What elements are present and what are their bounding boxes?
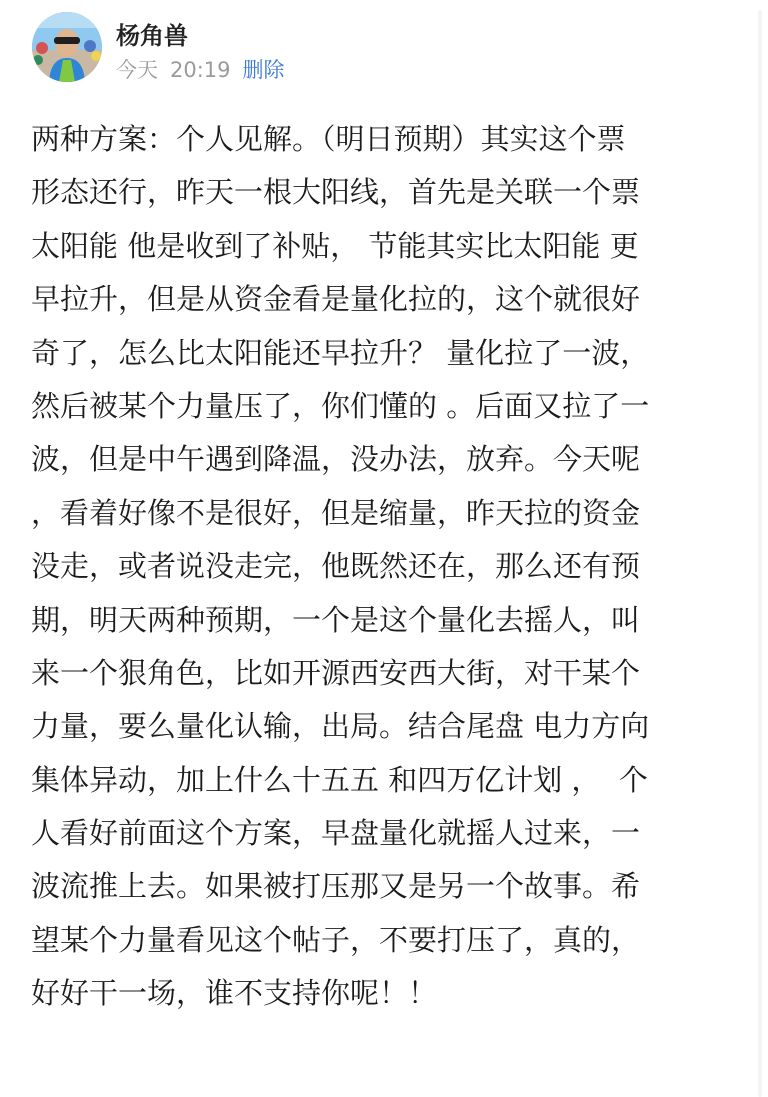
- scrollbar[interactable]: [758, 10, 762, 1097]
- post-line: 早拉升，但是从资金看是量化拉的，这个就很好: [31, 282, 641, 317]
- post-line: 两种方案：个人见解。（明日预期）其实这个票: [31, 122, 626, 156]
- post-line: 来一个狠角色，比如开源西安西大街，对干某个: [31, 655, 641, 690]
- post-line: 奇了，怎么比太阳能还早拉升？ 量化拉了一波，: [31, 335, 650, 370]
- post-line: 好好干一场，谁不支持你呢！！: [31, 976, 438, 1011]
- post-body: [31, 113, 731, 1021]
- post-line: ，看着好像不是很好，但是缩量，昨天拉的资金: [31, 495, 641, 530]
- post-header: [32, 12, 748, 84]
- post-line: 集体异动，加上什么十五五 和四万亿计划 ， 个: [31, 762, 648, 797]
- post-line: 波，但是中午遇到降温，没办法，放弃。今天呢: [31, 442, 641, 477]
- post-date: 今天: [116, 58, 158, 82]
- post-line: 然后被某个力量压了，你们懂的 。后面又拉了一: [31, 388, 650, 423]
- avatar-photo-icon: [32, 12, 102, 82]
- post-line: 形态还行，昨天一根大阳线，首先是关联一个票: [31, 175, 641, 210]
- post-line: 期，明天两种预期，一个是这个量化去摇人，叫: [31, 602, 641, 637]
- avatar[interactable]: [32, 12, 102, 82]
- delete-button[interactable]: 删除: [242, 58, 285, 82]
- post-line: 力量，要么量化认输，出局。结合尾盘 电力方向: [31, 709, 650, 744]
- post-line: 人看好前面这个方案，早盘量化就摇人过来，一: [31, 816, 641, 851]
- post-time: 20:19: [170, 58, 231, 82]
- post-meta: [116, 54, 297, 84]
- post-line: 没走，或者说没走完，他既然还在，那么还有预: [31, 549, 641, 584]
- post-line: 波流推上去。如果被打压那又是另一个故事。希: [31, 869, 641, 904]
- post-line: 望某个力量看见这个帖子，不要打压了，真的，: [31, 922, 641, 957]
- author-name[interactable]: 杨角兽: [116, 22, 188, 50]
- post-line: 太阳能 他是收到了补贴， 节能其实比太阳能 更: [31, 228, 639, 263]
